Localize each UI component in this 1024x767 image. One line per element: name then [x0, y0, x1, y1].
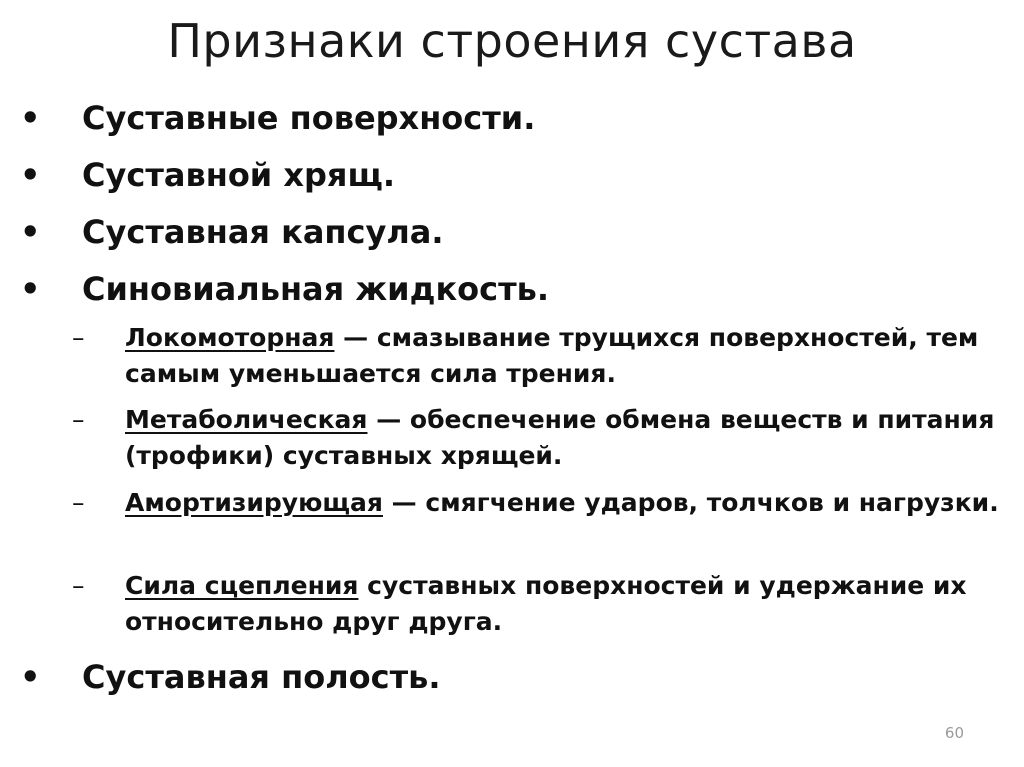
bullet-mark: •	[20, 99, 41, 137]
subitem-description: — обеспечение обмена веществ и питания (трофики) суставных хрящей.	[125, 405, 995, 470]
subitem-text	[125, 320, 1012, 392]
slide-title: Признаки строения сустава	[167, 14, 857, 68]
dash-mark: –	[72, 405, 85, 434]
bullet-mark: •	[20, 270, 41, 308]
bullet-item-articular-surfaces	[20, 98, 535, 138]
subitem-description: суставных поверхностей и удержание их относительно друг друга.	[125, 571, 967, 636]
dash-mark: –	[72, 571, 85, 600]
bullet-text: Суставной хрящ.	[82, 156, 395, 194]
dash-mark: –	[72, 323, 85, 352]
subitem-metabolic	[72, 402, 1012, 474]
subitem-term: Сила сцепления	[125, 571, 359, 600]
subitem-description: — смазывание трущихся поверхностей, тем самым уменьшается сила трения.	[125, 323, 979, 388]
bullet-text: Синовиальная жидкость.	[82, 270, 550, 308]
dash-mark: –	[72, 488, 85, 517]
subitem-term: Локомоторная	[125, 323, 335, 352]
subitem-text	[125, 402, 1012, 474]
subitem-text	[125, 568, 1012, 640]
bullet-text: Суставная полость.	[82, 658, 441, 696]
subitem-term: Амортизирующая	[125, 488, 383, 517]
page-number: 60	[944, 724, 964, 742]
subitem-term: Метаболическая	[125, 405, 368, 434]
subitem-adhesion-force	[72, 568, 1012, 640]
subitem-description: — смягчение ударов, толчков и нагрузки.	[382, 488, 999, 517]
bullet-item-articular-cartilage	[20, 155, 395, 195]
subitem-shock-absorbing	[72, 485, 1012, 521]
bullet-text: Суставные поверхности.	[82, 99, 536, 137]
bullet-item-joint-cavity	[20, 657, 441, 697]
subitem-locomotor	[72, 320, 1012, 392]
bullet-item-joint-capsule	[20, 212, 444, 252]
bullet-text: Суставная капсула.	[82, 213, 444, 251]
bullet-mark: •	[20, 213, 41, 251]
bullet-mark: •	[20, 658, 41, 696]
bullet-mark: •	[20, 156, 41, 194]
bullet-item-synovial-fluid	[20, 269, 549, 309]
subitem-text	[125, 485, 1012, 521]
